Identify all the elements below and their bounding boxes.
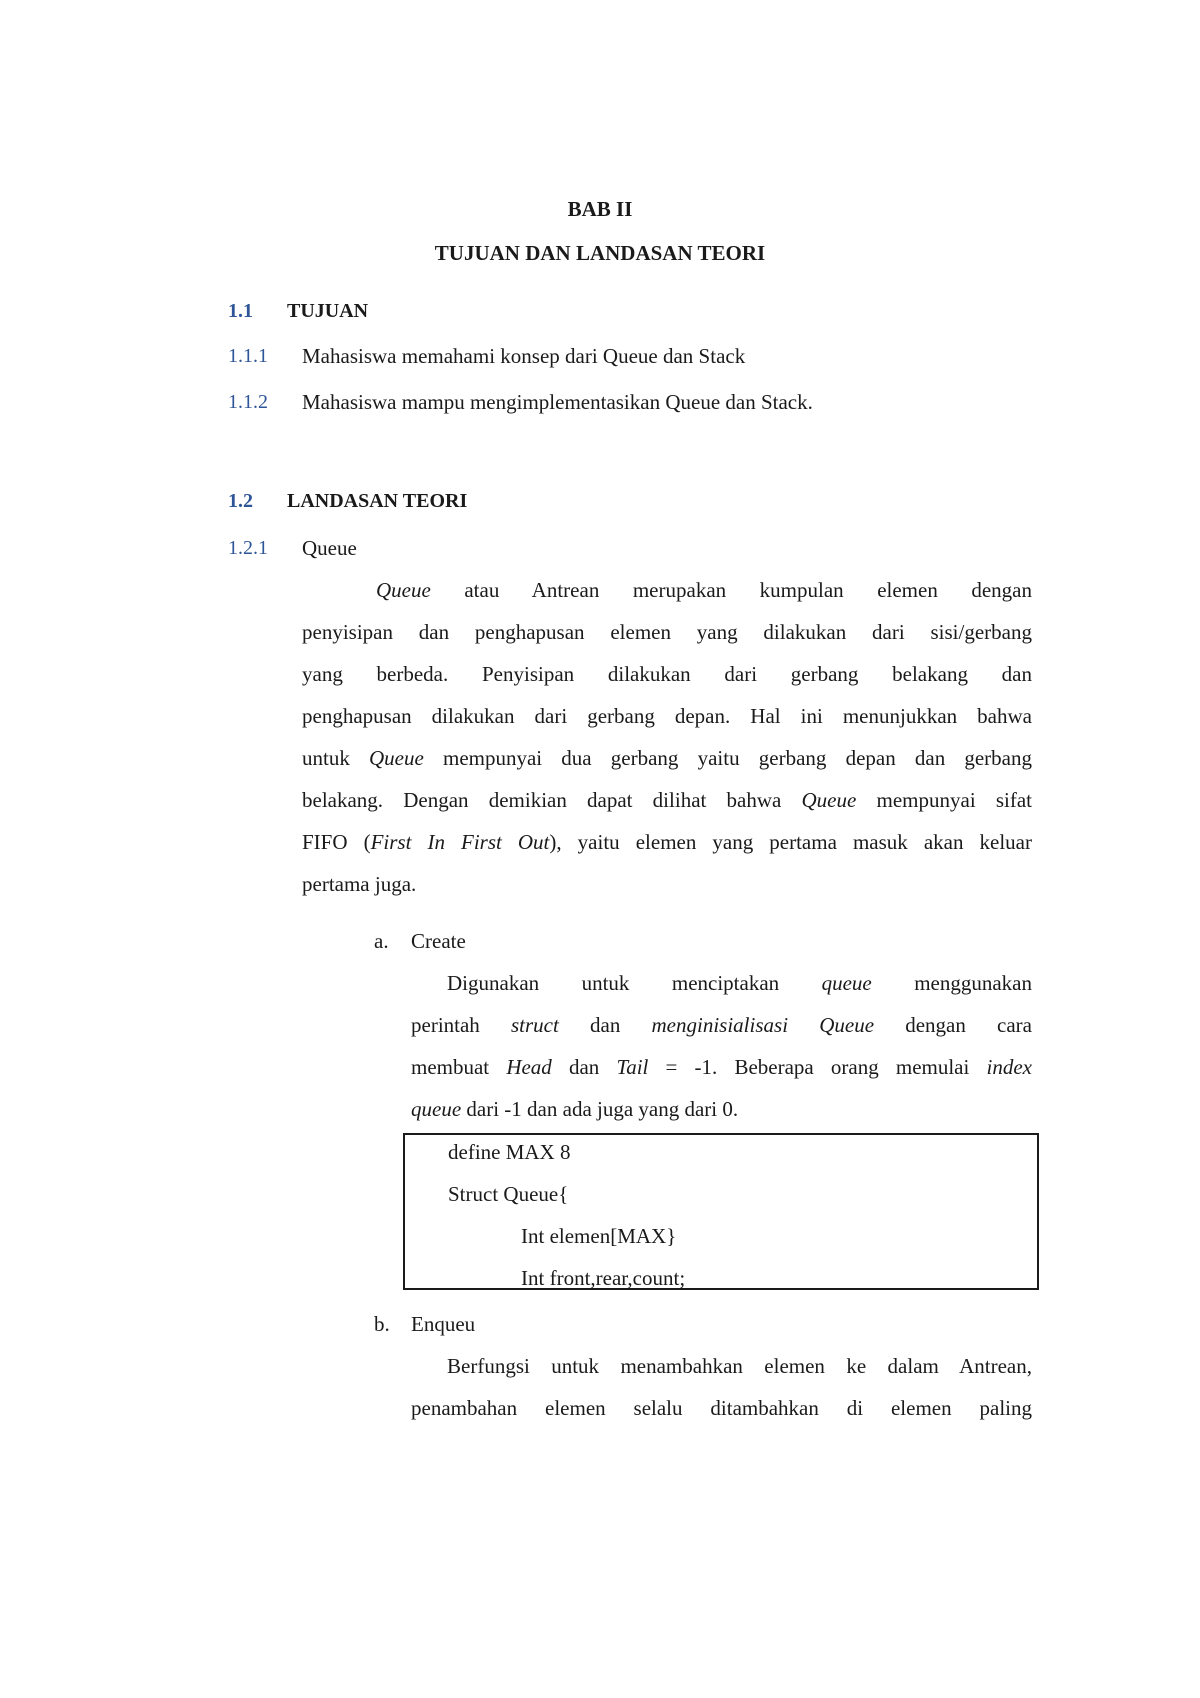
section-title: TUJUAN [287, 300, 369, 322]
paragraph-line: perintah struct dan menginisialisasi Queue dengan cara [411, 1013, 1032, 1037]
code-line: Int front,rear,count; [521, 1266, 686, 1290]
paragraph-line: untuk Queue mempunyai dua gerbang yaitu gerbang depan dan gerbang [302, 746, 1032, 770]
paragraph-line: penyisipan dan penghapusan elemen yang dilakukan dari sisi/gerbang [302, 620, 1032, 644]
list-letter: b. [374, 1312, 390, 1336]
paragraph-line: Digunakan untuk menciptakan queue menggunakan [447, 971, 1033, 995]
list-item: Mahasiswa mampu mengimplementasikan Queue dan Stack. [302, 390, 813, 414]
subsection-title: Queue [302, 536, 357, 560]
item-number: 1.1.2 [228, 391, 268, 413]
paragraph-line: yang berbeda. Penyisipan dilakukan dari gerbang belakang dan [302, 662, 1032, 686]
section-number: 1.2 [228, 490, 253, 512]
list-item-title: Enqueu [411, 1312, 476, 1336]
paragraph-line: FIFO (First In First Out), yaitu elemen yang pertama masuk akan keluar [302, 830, 1032, 854]
paragraph-line: membuat Head dan Tail = -1. Beberapa orang memulai index [411, 1055, 1032, 1079]
code-line: Struct Queue{ [448, 1182, 569, 1206]
paragraph-line: queue dari -1 dan ada juga yang dari 0. [411, 1097, 739, 1121]
paragraph-line: Berfungsi untuk menambahkan elemen ke dalam Antrean, [447, 1354, 1032, 1378]
list-item-title: Create [411, 929, 466, 953]
code-line: define MAX 8 [448, 1140, 571, 1164]
chapter-title: TUJUAN DAN LANDASAN TEORI [434, 241, 766, 265]
paragraph-line: pertama juga. [302, 872, 417, 896]
code-line: Int elemen[MAX} [521, 1224, 677, 1248]
list-letter: a. [374, 929, 389, 953]
paragraph-line: belakang. Dengan demikian dapat dilihat bahwa Queue mempunyai sifat [302, 788, 1032, 812]
paragraph-line: penghapusan dilakukan dari gerbang depan. Hal ini menunjukkan bahwa [302, 704, 1032, 728]
paragraph-line: Queue atau Antrean merupakan kumpulan elemen dengan [376, 578, 1032, 602]
item-number: 1.1.1 [228, 345, 268, 367]
section-title: LANDASAN TEORI [287, 490, 468, 512]
list-item: Mahasiswa memahami konsep dari Queue dan Stack [302, 344, 746, 368]
section-number: 1.1 [228, 300, 253, 322]
subsection-number: 1.2.1 [228, 537, 268, 559]
paragraph-line: penambahan elemen selalu ditambahkan di elemen paling [411, 1396, 1032, 1420]
chapter-label: BAB II [567, 197, 633, 221]
